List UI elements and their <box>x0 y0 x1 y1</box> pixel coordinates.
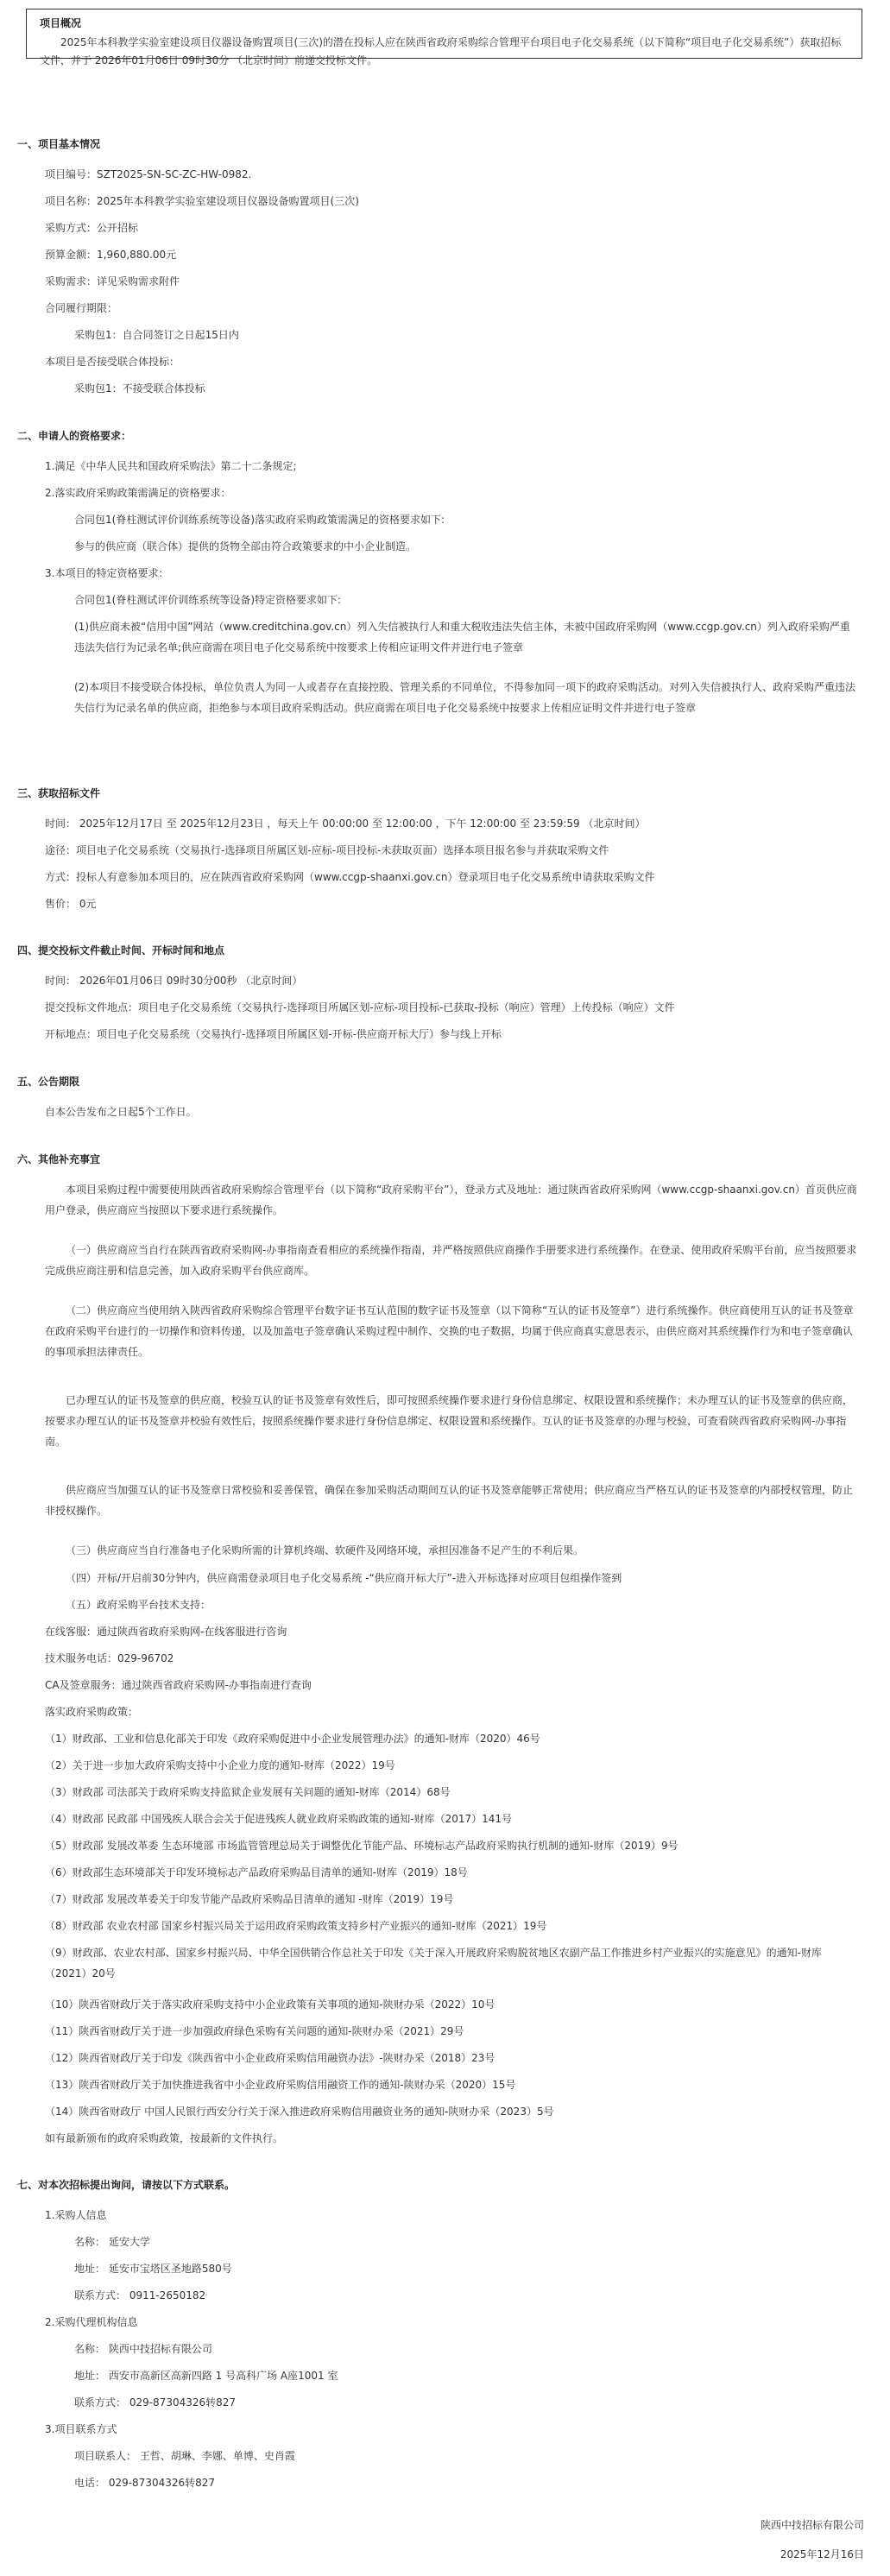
agency-contact: 联系方式： 029-87304326转827 <box>74 2396 237 2409</box>
contract-period-label: 合同履行期限： <box>45 302 118 314</box>
policy-item: （10）陕西省财政厅关于落实政府采购支持中小企业政策有关事项的通知-陕财办采（2022）10号 <box>45 1998 495 2011</box>
policy-item: （6）财政部生态环境部关于印发环境标志产品政府采购品目清单的通知-财库（2019）18号 <box>45 1866 468 1878</box>
purchaser-heading: 1.采购人信息 <box>45 2209 107 2221</box>
footer-organization: 陕西中技招标有限公司 <box>760 2519 864 2531</box>
supplement-p6: （三）供应商应当自行准备电子化采购所需的计算机终端、软硬件及网络环境，承担因准备不足产生的不利后果。 <box>66 1544 584 1556</box>
requirement-3c: (2)本项目不接受联合体投标，单位负责人为同一人或者存在直接控股、管理关系的不同单位，不得参加同一项下的政府采购活动。对列入失信被执行人、政府采购严重违法失信行为记录名单的供应商，拒绝参与本项目政府采购活动。供应商需在项目电子化交易系统中按要求上传相应证明文件并进行电子签章 <box>74 681 856 714</box>
supplement-p8: （五）政府采购平台技术支持： <box>66 1599 211 1611</box>
package-period: 采购包1：自合同签订之日起15日内 <box>74 329 239 341</box>
section-7-heading: 七、对本次招标提出询问，请按以下方式联系。 <box>17 2179 236 2191</box>
policy-heading: 落实政府采购政策： <box>45 1706 139 1718</box>
deadline-time: 时间： 2026年01月06日 09时30分00秒 （北京时间） <box>45 975 303 987</box>
opening-location: 开标地点：项目电子化交易系统（交易执行-选择项目所属区划-开标-供应商开标大厅）参与线上开标 <box>45 1028 502 1040</box>
policy-item: （1）财政部、工业和信息化部关于印发《政府采购促进中小企业发展管理办法》的通知-财库（2020）46号 <box>45 1733 540 1745</box>
section-4-heading: 四、提交投标文件截止时间、开标时间和地点 <box>17 944 225 957</box>
policy-item: （13）陕西省财政厅关于加快推进我省中小企业政府采购信用融资工作的通知-陕财办采（2020）15号 <box>45 2079 516 2091</box>
policy-item: （5）财政部 发展改革委 生态环境部 市场监管管理总局关于调整优化节能产品、环境标志产品政府采购执行机制的通知-财库（2019）9号 <box>45 1840 679 1852</box>
policy-item: （7）财政部 发展改革委关于印发节能产品政府采购品目清单的通知 -财库（2019）19号 <box>45 1893 454 1905</box>
project-contacts: 项目联系人： 王哲、胡琳、李娜、单博、史肖霞 <box>74 2450 295 2462</box>
section-6-heading: 六、其他补充事宜 <box>17 1153 101 1165</box>
budget: 预算金额：1,960,880.00元 <box>45 249 177 261</box>
supplement-p1: 本项目采购过程中需要使用陕西省政府采购综合管理平台（以下简称“政府采购平台”），登录方式及地址：通过陕西省政府采购网（www.ccgp-shaanxi.gov.cn）首页供应商用户登录，供应商应当按照以下要求进行系统操作。 <box>45 1184 857 1216</box>
obtain-way: 方式：投标人有意参加本项目的，应在陕西省政府采购网（www.ccgp-shaanxi.gov.cn）登录项目电子化交易系统申请获取采购文件 <box>45 871 655 883</box>
procurement-method: 采购方式：公开招标 <box>45 222 139 234</box>
overview-box <box>26 9 862 66</box>
policy-note: 如有最新颁布的政府采购政策，按最新的文件执行。 <box>45 2132 284 2144</box>
overview-title: 项目概况 <box>40 17 82 29</box>
package-consortium: 采购包1：不接受联合体投标 <box>74 382 205 395</box>
supplement-p3: （二）供应商应当使用纳入陕西省政府采购综合管理平台数字证书互认范围的数字证书及签章（以下简称“互认的证书及签章”）进行系统操作。供应商使用互认的证书及签章在政府采购平台进行的一切操作和资料传递，以及加盖电子签章确认采购过程中制作、交换的电子数据，均属于供应商真实意思表示，由供应商对其系统操作行为和电子签章确认的事项承担法律责任。 <box>45 1304 854 1358</box>
footer-date: 2025年12月16日 <box>780 2548 864 2560</box>
policy-item: （14）陕西省财政厅 中国人民银行西安分行关于深入推进政府采购信用融资业务的通知-陕财办采（2023）5号 <box>45 2106 554 2118</box>
policy-item: （3）财政部 司法部关于政府采购支持监狱企业发展有关问题的通知-财库（2014）68号 <box>45 1786 451 1798</box>
policy-item: （12）陕西省财政厅关于印发《陕西省中小企业政府采购信用融资办法》-陕财办采（2018）23号 <box>45 2052 495 2064</box>
requirement-3a: 合同包1(脊柱测试评价训练系统等设备)特定资格要求如下: <box>74 594 342 606</box>
project-number: 项目编号：SZT2025-SN-SC-ZC-HW-0982. <box>45 168 252 180</box>
requirement-2a: 合同包1(脊柱测试评价训练系统等设备)落实政府采购政策需满足的资格要求如下: <box>74 514 445 526</box>
policy-item: （8）财政部 农业农村部 国家乡村振兴局关于运用政府采购政策支持乡村产业振兴的通知-财库（2021）19号 <box>45 1920 547 1932</box>
policy-item: （4）财政部 民政部 中国残疾人联合会关于促进残疾人就业政府采购政策的通知-财库（2017）141号 <box>45 1813 513 1825</box>
policy-item: （2）关于进一步加大政府采购支持中小企业力度的通知-财库（2022）19号 <box>45 1759 395 1771</box>
obtain-route: 途径：项目电子化交易系统（交易执行-选择项目所属区划-应标-项目投标-未获取页面）选择本项目报名参与并获取采购文件 <box>45 844 609 856</box>
obtain-time: 时间： 2025年12月17日 至 2025年12月23日 ，每天上午 00:00:00 至 12:00:00 ，下午 12:00:00 至 23:59:59 （北京时间） <box>45 818 646 830</box>
notice-period: 自本公告发布之日起5个工作日。 <box>45 1106 197 1118</box>
online-service: 在线客服：通过陕西省政府采购网-在线客服进行咨询 <box>45 1626 287 1638</box>
procurement-requirement: 采购需求：详见采购需求附件 <box>45 275 180 287</box>
project-contact-heading: 3.项目联系方式 <box>45 2423 117 2435</box>
supplement-p4: 已办理互认的证书及签章的供应商，校验互认的证书及签章有效性后，即可按照系统操作要求进行身份信息绑定、权限设置和系统操作；未办理互认的证书及签章的供应商，按要求办理互认的证书及签章并校验有效性后，按照系统操作要求进行身份信息绑定、权限设置和系统操作。互认的证书及签章的办理与校验，可查看陕西省政府采购网-办事指南。 <box>45 1394 854 1448</box>
agency-heading: 2.采购代理机构信息 <box>45 2316 138 2328</box>
overview-text: 2025年本科教学实验室建设项目仪器设备购置项目(三次)的潜在投标人应在陕西省政府采购综合管理平台项目电子化交易系统（以下简称“项目电子化交易系统”）获取招标文件，并于 2026年01月06日 09时30分 （北京时间）前递交投标文件。 <box>40 36 842 66</box>
requirement-3b: (1)供应商未被“信用中国”网站（www.creditchina.gov.cn）列入失信被执行人和重大税收违法失信主体，未被中国政府采购网（www.ccgp.gov.cn）列入政府采购严重违法失信行为记录名单;供应商需在项目电子化交易系统中按要求上传相应证明文件并进行电子签章 <box>74 621 850 653</box>
purchaser-name: 名称： 延安大学 <box>74 2236 150 2248</box>
section-3-heading: 三、获取招标文件 <box>17 787 101 799</box>
ca-service: CA及签章服务：通过陕西省政府采购网-办事指南进行查询 <box>45 1679 312 1691</box>
consortium-label: 本项目是否接受联合体投标： <box>45 356 180 368</box>
policy-item: （11）陕西省财政厅关于进一步加强政府绿色采购有关问题的通知-陕财办采（2021）29号 <box>45 2025 464 2037</box>
section-2-heading: 二、申请人的资格要求： <box>17 430 132 442</box>
requirement-3: 3.本项目的特定资格要求： <box>45 567 169 579</box>
supplement-p5: 供应商应当加强互认的证书及签章日常校验和妥善保管，确保在参加采购活动期间互认的证书及签章能够正常使用；供应商应当严格互认的证书及签章的内部授权管理，防止非授权操作。 <box>45 1484 854 1517</box>
section-5-heading: 五、公告期限 <box>17 1076 80 1088</box>
requirement-1: 1.满足《中华人民共和国政府采购法》第二十二条规定; <box>45 460 297 472</box>
section-1-heading: 一、项目基本情况 <box>17 138 101 150</box>
agency-address: 地址： 西安市高新区高新四路 1 号高科广场 A座1001 室 <box>74 2370 338 2382</box>
purchaser-address: 地址： 延安市宝塔区圣地路580号 <box>74 2263 232 2275</box>
document-price: 售价： 0元 <box>45 898 97 910</box>
purchaser-contact: 联系方式： 0911-2650182 <box>74 2289 206 2301</box>
requirement-2: 2.落实政府采购政策需满足的资格要求： <box>45 487 231 499</box>
supplement-p7: （四）开标/开启前30分钟内，供应商需登录项目电子化交易系统 -“供应商开标大厅”-进入开标选择对应项目包组操作签到 <box>66 1572 622 1584</box>
policy-item: （9）财政部、农业农村部、国家乡村振兴局、中华全国供销合作总社关于印发《关于深入开展政府采购脱贫地区农副产品工作推进乡村产业振兴的实施意见》的通知-财库（2021）20号 <box>45 1947 822 1979</box>
tech-phone: 技术服务电话：029-96702 <box>45 1652 174 1664</box>
submission-location: 提交投标文件地点：项目电子化交易系统（交易执行-选择项目所属区划-应标-项目投标-已获取-投标（响应）管理）上传投标（响应）文件 <box>45 1001 675 1013</box>
requirement-2b: 参与的供应商（联合体）提供的货物全部由符合政策要求的中小企业制造。 <box>74 540 417 552</box>
project-name: 项目名称：2025年本科教学实验室建设项目仪器设备购置项目(三次) <box>45 195 359 207</box>
project-phone: 电话： 029-87304326转827 <box>74 2477 216 2489</box>
agency-name: 名称： 陕西中技招标有限公司 <box>74 2343 212 2355</box>
supplement-p2: （一）供应商应当自行在陕西省政府采购网-办事指南查看相应的系统操作指南，并严格按照供应商操作手册要求进行系统操作。在登录、使用政府采购平台前，应当按照要求完成供应商注册和信息完善，加入政府采购平台供应商库。 <box>45 1244 857 1277</box>
